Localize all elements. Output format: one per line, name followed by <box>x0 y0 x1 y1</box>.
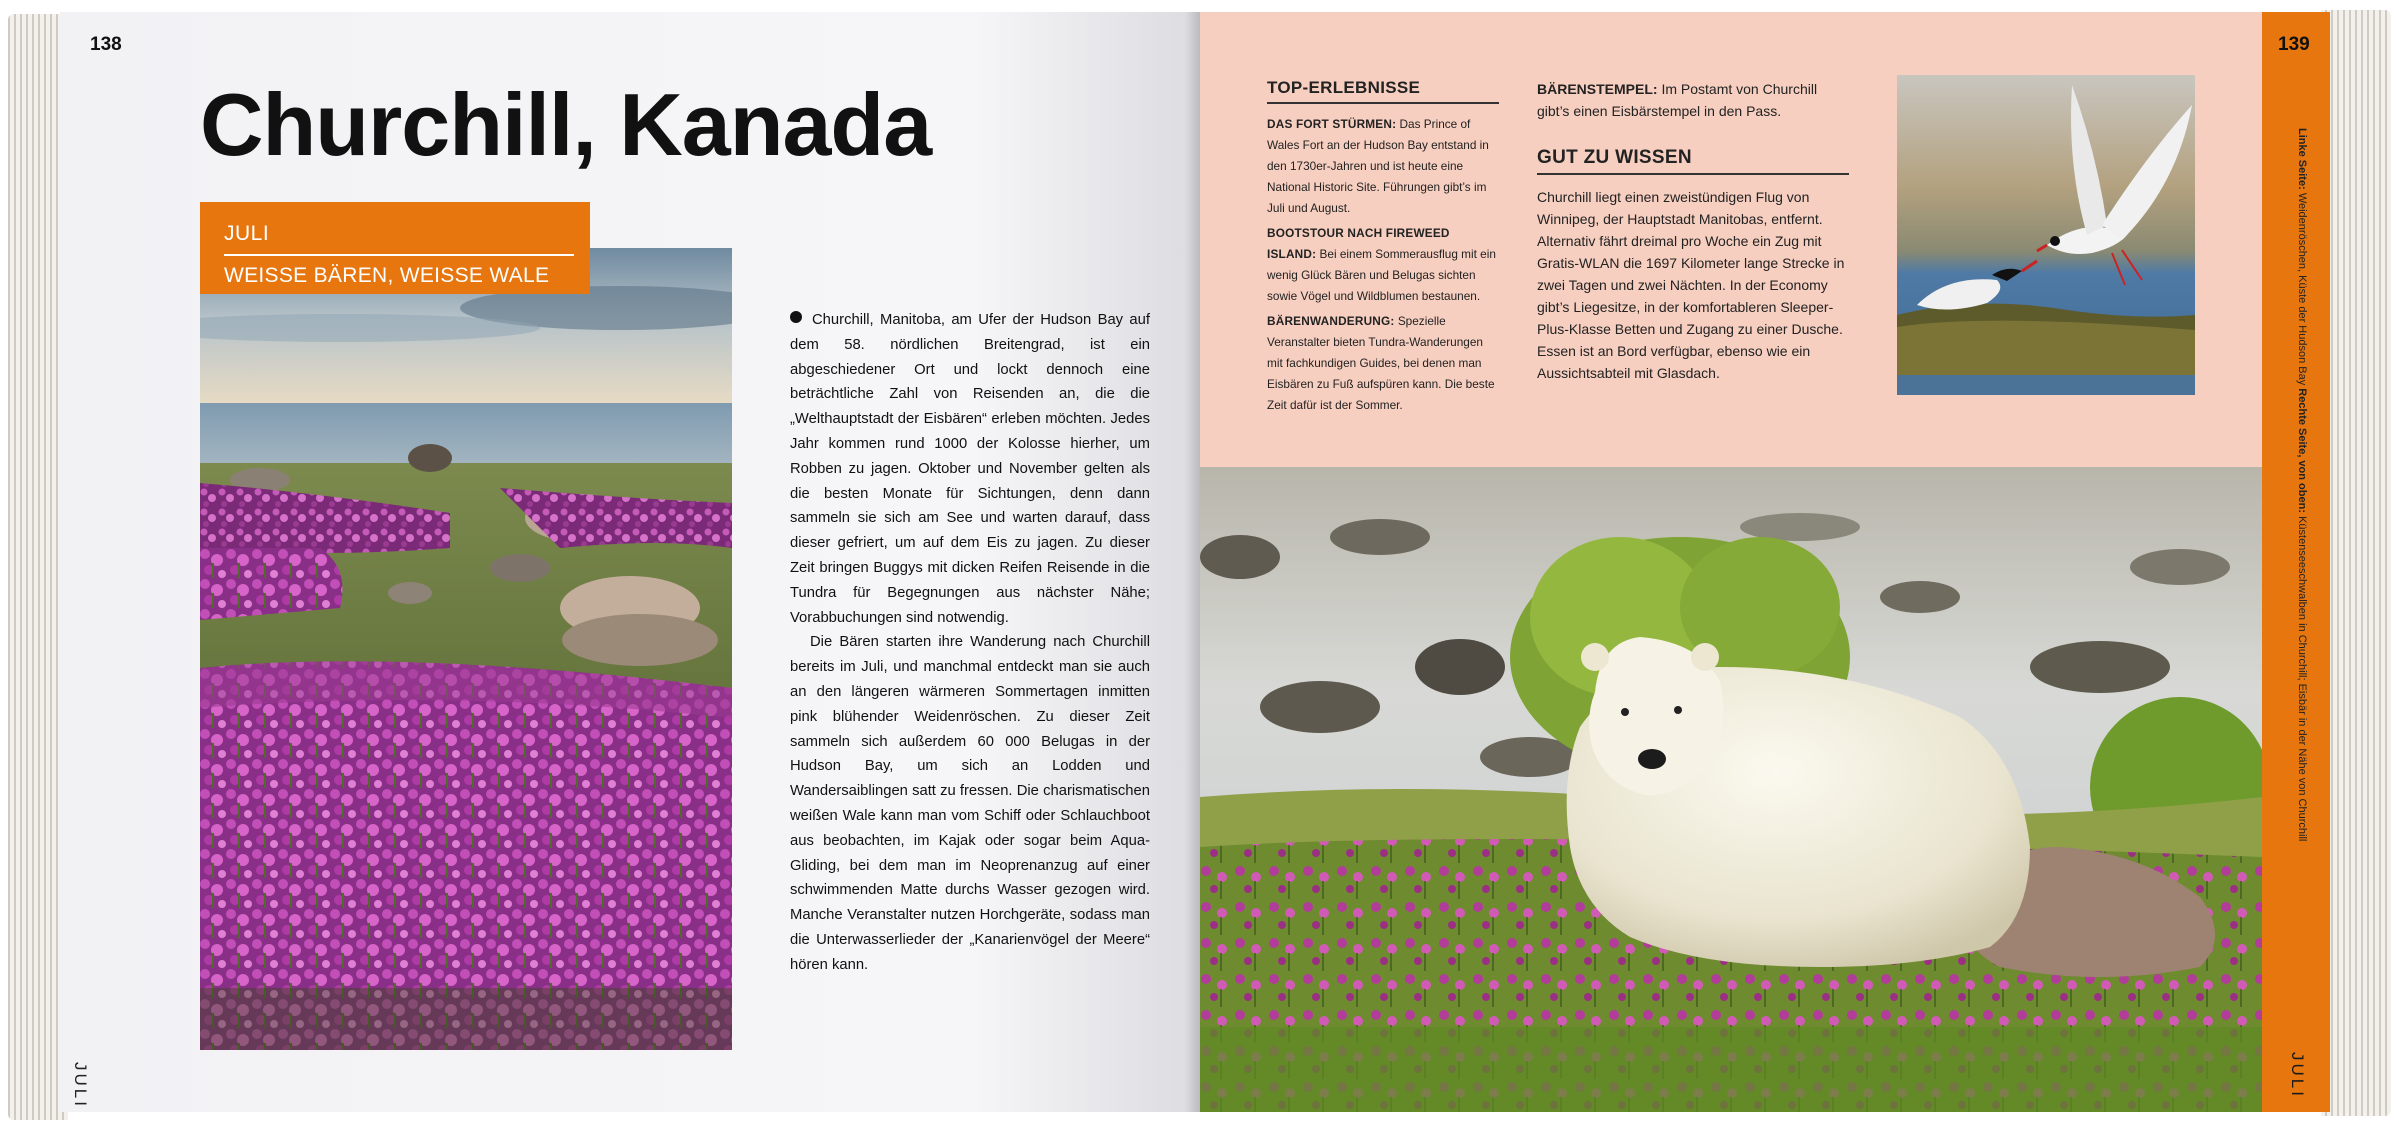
tag-month: JULI <box>224 222 270 245</box>
list-item: BOOTSTOUR NACH FIREWEED ISLAND: Bei einem Sommerausflug mit ein wenig Glück Bären und Belugas sichten sowie Vögel und Wildblumen bestaunen. <box>1267 226 1496 303</box>
top-experiences-list <box>1267 114 1499 420</box>
heading-rule <box>1267 102 1499 104</box>
left-page-edges <box>8 14 68 1120</box>
right-page-edges <box>2321 10 2391 1116</box>
list-item: DAS FORT STÜRMEN: Das Prince of Wales Fort an der Hudson Bay entstand in den 1730er-Jahren und ist heute eine National Historic Site. Führungen gibt’s im Juli und August. <box>1267 117 1489 215</box>
top-experiences-heading: TOP-ERLEBNISSE <box>1267 78 1421 97</box>
heading-rule <box>1537 173 1849 175</box>
stamp-label: BÄRENSTEMPEL: <box>1537 81 1658 97</box>
bullet-icon <box>790 311 802 323</box>
left-page <box>60 12 1200 1112</box>
fireweed-shore-photo <box>200 248 732 1050</box>
good-to-know-text: Churchill liegt einen zweistündigen Flug von Winnipeg, der Hauptstadt Manitobas, entfernt. Alternativ fährt dreimal pro Woche ein Zug mit Gratis-WLAN die 1697 Kilometer lange Strecke in zwei Tagen und zwei Nächten. In der Economy gibt’s Liegesitze, in der komfortableren Sleeper-Plus-Klasse Betten und Zugang zu einer Dusche. Essen ist an Bord verfügbar, ebenso wie ein Aussichtsabteil mit Glasdach. <box>1537 189 1845 381</box>
body-paragraph-2: Die Bären starten ihre Wanderung nach Churchill bereits im Juli, und manchmal entdeckt man sie auch an den längeren wärmeren Sommertagen inmitten pink blühender Weidenröschen. Zu dieser Zeit sammeln sich außerdem 60 000 Belugas in der Hudson Bay, um sich an Lodden und Wandersaiblingen satt zu fressen. Die charismatischen weißen Wale kann man vom Schiff oder Schlauchboot aus beobachten, im Kajak oder sogar beim Aqua-Gliding, bei dem man im Neoprenanzug auf einer schwimmenden Matte durchs Wasser gezogen wird. Manche Veranstalter nutzen Horchgeräte, sodass man die Unterwasserlieder der „Kanarienvögel der Meere“ hören kann. <box>790 634 1150 973</box>
vertical-month-label: JULI <box>71 1062 90 1109</box>
stamp-text: Im Postamt von Churchill gibt’s einen Eisbärstempel in den Pass. <box>1537 81 1818 119</box>
good-to-know-heading: GUT ZU WISSEN <box>1537 147 1692 168</box>
chapter-tag <box>200 202 590 294</box>
article-body <box>790 308 1150 978</box>
tag-subtitle: WEISSE BÄREN, WEISSE WALE <box>224 264 550 287</box>
right-page <box>1200 12 2330 1112</box>
arctic-terns-photo <box>1897 75 2195 395</box>
list-item: BÄRENWANDERUNG: Spezielle Veranstalter bieten Tundra-Wanderungen mit fachkundigen Guides, bei denen man Eisbären zu Fuß aufspüren kann. Die beste Zeit dafür ist der Sommer. <box>1267 314 1495 412</box>
polar-bear-photo <box>1200 467 2262 1112</box>
body-paragraph-1: Churchill, Manitoba, am Ufer der Hudson Bay auf dem 58. nördlichen Breitengrad, ist ein abgeschiedener Ort und lockt dennoch eine beträchtliche Zahl von Reisenden an, die die „Welthauptstadt der Eisbären“ erleben möchten. Jedes Jahr kommen rund 1000 der Kolosse hierher, um Robben zu jagen. Oktober und November gelten als die besten Monate für Sichtungen, denn dann sammeln sie sich am See und warten darauf, dass dieser gefriert, um auf dem Eis zu jagen. Zu dieser Zeit bringen Buggys mit dicken Reifen Reisende in die Tundra für Begegnungen aus nächster Nähe; Vorabbuchungen sind notwendig. <box>790 312 1150 626</box>
photo-caption: Linke Seite: Weidenröschen, Küste der Hudson Bay Rechte Seite, von oben: Küstenseeschwalben in Churchill; Eisbär in der Nähe von Churchill <box>2296 128 2308 842</box>
stamp-note <box>1537 78 1847 122</box>
page-number: 139 <box>2278 34 2310 55</box>
page-number: 138 <box>90 34 122 55</box>
vertical-month-label: JULI <box>2288 1052 2307 1099</box>
page-title: Churchill, Kanada <box>200 75 932 174</box>
tag-divider <box>224 254 574 256</box>
